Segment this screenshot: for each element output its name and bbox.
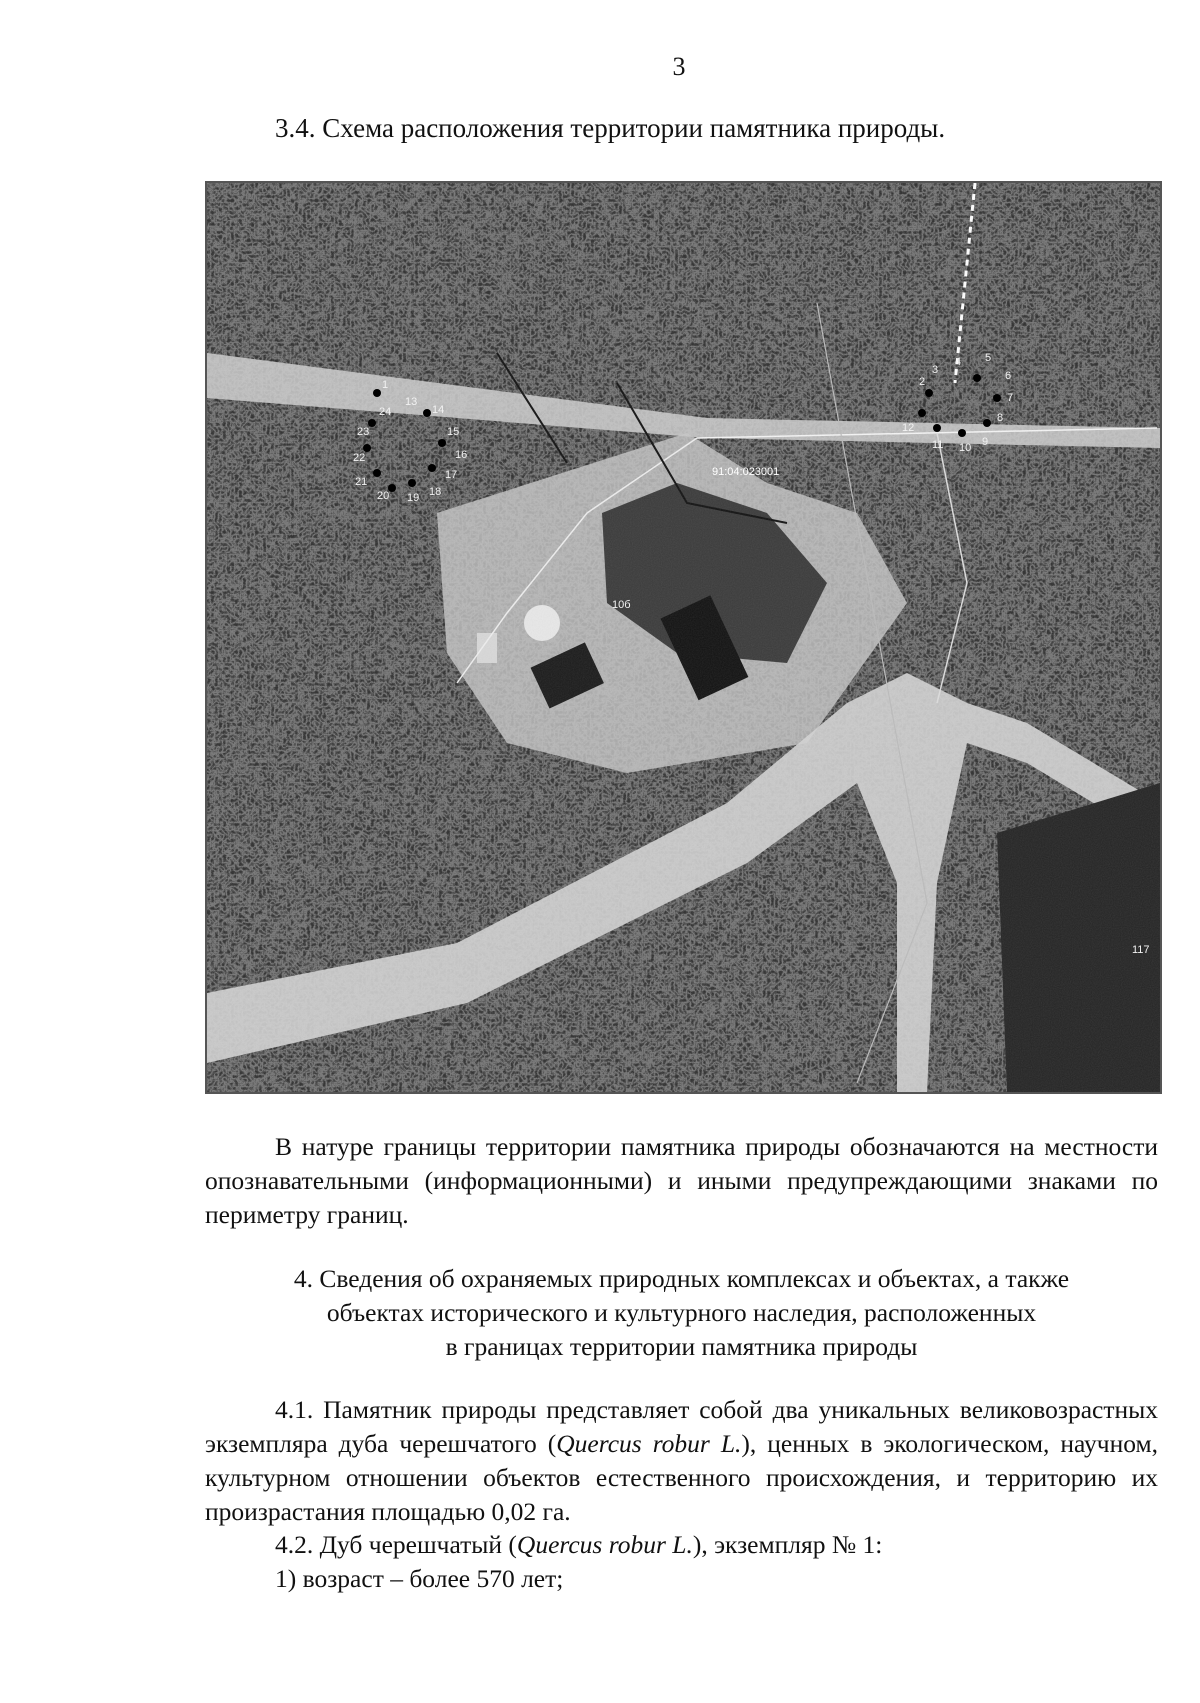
item-4-2	[275, 1530, 882, 1560]
point-label: 24	[379, 406, 392, 418]
boundary-point	[428, 464, 436, 472]
paragraph-4-1	[205, 1393, 1158, 1529]
building-label: 10б	[612, 599, 631, 611]
satellite-map	[205, 181, 1162, 1094]
page-number: 3	[672, 52, 686, 81]
boundary-point	[973, 374, 981, 382]
point-label: 17	[445, 469, 458, 481]
point-label: 5	[985, 352, 992, 364]
building-label: 117	[1132, 944, 1150, 956]
point-label: 15	[447, 426, 460, 438]
species-latin-name-2: Quercus robur L.	[516, 1530, 693, 1559]
boundary-point	[373, 469, 381, 477]
point-label: 6	[1005, 370, 1012, 382]
point-label: 23	[357, 426, 370, 438]
map-canvas	[207, 183, 1160, 1092]
boundary-point	[933, 424, 941, 432]
point-label: 18	[429, 486, 442, 498]
point-label: 9	[982, 436, 989, 448]
point-label: 21	[355, 476, 368, 488]
boundary-point	[993, 394, 1001, 402]
section4-heading-line2: объектах исторического и культурного наследия, расположенных	[326, 1298, 1037, 1327]
point-label: 13	[405, 396, 418, 408]
point-label: 2	[919, 376, 926, 388]
item-age: 1) возраст – более 570 лет;	[275, 1564, 564, 1593]
point-label: 10	[959, 442, 972, 454]
paragraph-4-1-text: 4.1. Памятник природы представляет собой два уникальных великовозрастных экземпляра дуба черешчатого (	[205, 1395, 1158, 1458]
boundary-point	[438, 439, 446, 447]
cadastral-number-label: 91:04:023001	[712, 466, 780, 478]
section4-heading-line3: в границах территории памятника природы	[445, 1332, 918, 1361]
boundary-point	[958, 429, 966, 437]
point-label: 4	[955, 356, 962, 368]
section4-heading	[205, 1262, 1158, 1364]
point-label: 3	[932, 364, 939, 376]
boundary-point	[423, 409, 431, 417]
point-label: 14	[432, 404, 445, 416]
point-label: 12	[902, 422, 915, 434]
point-label: 11	[932, 439, 944, 451]
map-noise	[207, 183, 1160, 1092]
paragraph-boundaries-text: В натуре границы территории памятника природы обозначаются на местности опознавательными (информационными) и иными предупреждающими знаками по периметру границ.	[205, 1132, 1158, 1229]
boundary-point	[925, 389, 933, 397]
point-label: 19	[407, 492, 420, 504]
boundary-point	[373, 389, 381, 397]
point-label: 8	[997, 412, 1004, 424]
boundary-point	[983, 419, 991, 427]
paragraph-boundaries	[205, 1130, 1158, 1232]
point-label: 1	[382, 379, 389, 391]
point-label: 7	[1007, 392, 1014, 404]
point-label: 16	[455, 449, 468, 461]
boundary-point	[363, 444, 371, 452]
point-label: 22	[353, 452, 366, 464]
section-heading: 3.4. Схема расположения территории памятника природы.	[275, 113, 946, 143]
boundary-point	[918, 409, 926, 417]
section4-heading-line1: 4. Сведения об охраняемых природных комплексах и объектах, а также	[293, 1264, 1070, 1293]
paragraph-4-1-text-end: ), ценных в экологическом, научном, культурном отношении объектов естественного происхождения, и территорию их произрастания площадью 0,02 га.	[205, 1429, 1159, 1526]
point-label: 20	[377, 490, 390, 502]
boundary-point	[408, 479, 416, 487]
species-latin-name: Quercus robur L.	[556, 1429, 742, 1458]
item-4-2-text: 4.2. Дуб черешчатый (	[275, 1530, 517, 1559]
item-4-2-text-end: ), экземпляр № 1:	[692, 1530, 883, 1559]
